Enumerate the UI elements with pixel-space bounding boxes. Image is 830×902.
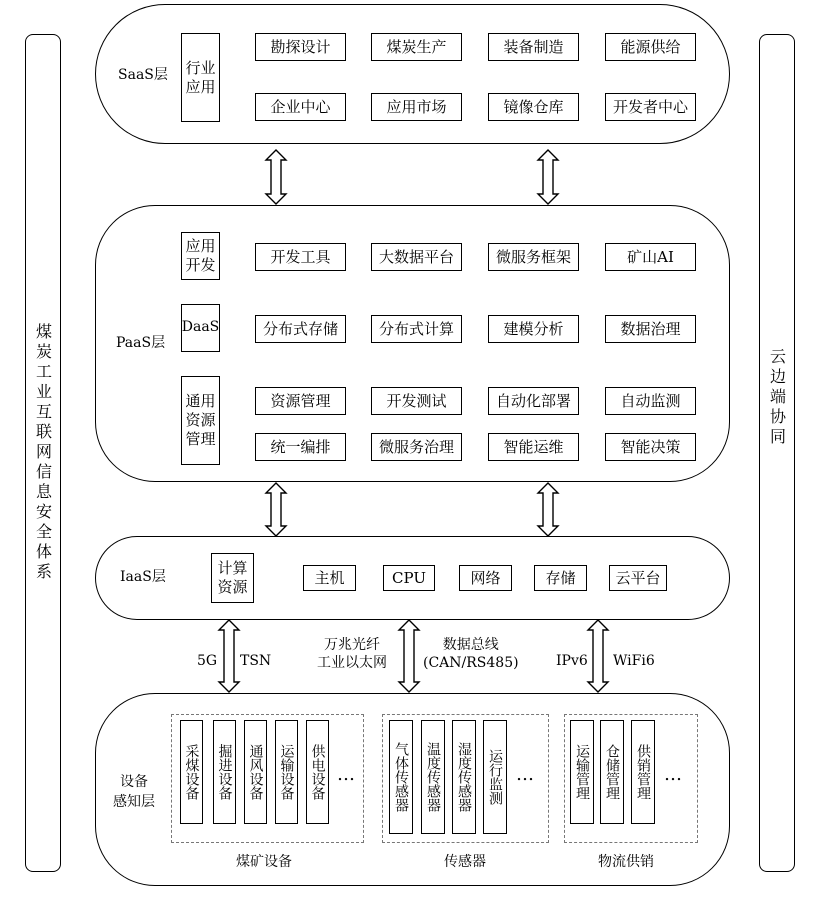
paas-item: 资源管理: [255, 387, 346, 415]
coal-device: 采煤设备: [180, 720, 203, 824]
paas-category-daas: DaaS: [181, 304, 220, 352]
sensor-device: 温度传感器: [421, 720, 445, 834]
iaas-item: 主机: [303, 565, 356, 591]
sensor-device: 气体传感器: [389, 720, 413, 834]
saas-item: 勘探设计: [255, 33, 346, 61]
coal-caption: 煤矿设备: [236, 854, 292, 870]
paas-item: 自动监测: [605, 387, 696, 415]
saas-item: 装备制造: [488, 33, 579, 61]
coal-device: 掘进设备: [213, 720, 236, 824]
double-arrow: [538, 150, 558, 204]
sensor-device: 运行监测: [483, 720, 507, 834]
coal-device: 运输设备: [275, 720, 298, 824]
double-arrow: [538, 483, 558, 536]
iaas-item: CPU: [383, 565, 435, 591]
saas-item: 镜像仓库: [488, 93, 579, 121]
paas-item: 大数据平台: [371, 243, 462, 271]
saas-item: 煤炭生产: [371, 33, 462, 61]
paas-item: 智能决策: [605, 433, 696, 461]
sensor-more: …: [516, 764, 534, 785]
paas-layer-label: PaaS层: [116, 335, 166, 351]
double-arrow: [266, 150, 286, 204]
coal-device: 供电设备: [306, 720, 329, 824]
paas-item: 微服务框架: [488, 243, 579, 271]
paas-item: 矿山AI: [605, 243, 696, 271]
sensor-caption: 传感器: [444, 854, 486, 870]
saas-item: 企业中心: [255, 93, 346, 121]
link-label-wifi6: WiFi6: [613, 653, 655, 669]
double-arrow: [588, 620, 608, 692]
iaas-item: 云平台: [609, 565, 667, 591]
paas-item: 分布式计算: [371, 315, 462, 343]
coal-more: …: [337, 764, 355, 785]
link-label-tsn: TSN: [240, 653, 272, 669]
link-label-5g: 5G: [197, 653, 218, 669]
paas-item: 分布式存储: [255, 315, 346, 343]
paas-category-dev: 应用 开发: [181, 232, 220, 280]
double-arrow: [219, 620, 239, 692]
paas-item: 建模分析: [488, 315, 579, 343]
saas-item: 能源供给: [605, 33, 696, 61]
logistics-item: 供销管理: [631, 720, 655, 824]
double-arrow: [266, 483, 286, 536]
saas-layer-label: SaaS层: [118, 67, 168, 83]
logistics-more: …: [664, 764, 682, 785]
link-label-bus: 数据总线 (CAN/RS485): [423, 637, 519, 672]
saas-category: 行业 应用: [181, 33, 220, 122]
iaas-item: 网络: [459, 565, 512, 591]
left-security-label: 煤炭工业互联网信息安全体系: [33, 323, 53, 583]
device-layer-label: 设备 感知层: [113, 774, 155, 810]
paas-item: 开发测试: [371, 387, 462, 415]
iaas-item: 存储: [534, 565, 587, 591]
iaas-layer-label: IaaS层: [120, 569, 166, 585]
sensor-device: 湿度传感器: [452, 720, 476, 834]
link-label-ethernet: 万兆光纤 工业以太网: [317, 637, 387, 672]
paas-item: 开发工具: [255, 243, 346, 271]
link-label-ipv6: IPv6: [556, 653, 588, 669]
iaas-category: 计算 资源: [211, 553, 254, 603]
saas-item: 开发者中心: [605, 93, 696, 121]
logistics-item: 运输管理: [570, 720, 594, 824]
paas-item: 自动化部署: [488, 387, 579, 415]
logistics-item: 仓储管理: [600, 720, 624, 824]
logistics-caption: 物流供销: [598, 854, 654, 870]
paas-item: 微服务治理: [371, 433, 462, 461]
saas-item: 应用市场: [371, 93, 462, 121]
paas-item: 统一编排: [255, 433, 346, 461]
double-arrow: [399, 620, 419, 692]
paas-item: 智能运维: [488, 433, 579, 461]
right-collab-label: 云边端协同: [767, 348, 787, 448]
paas-category-resource: 通用 资源 管理: [181, 376, 220, 465]
paas-item: 数据治理: [605, 315, 696, 343]
coal-device: 通风设备: [244, 720, 267, 824]
